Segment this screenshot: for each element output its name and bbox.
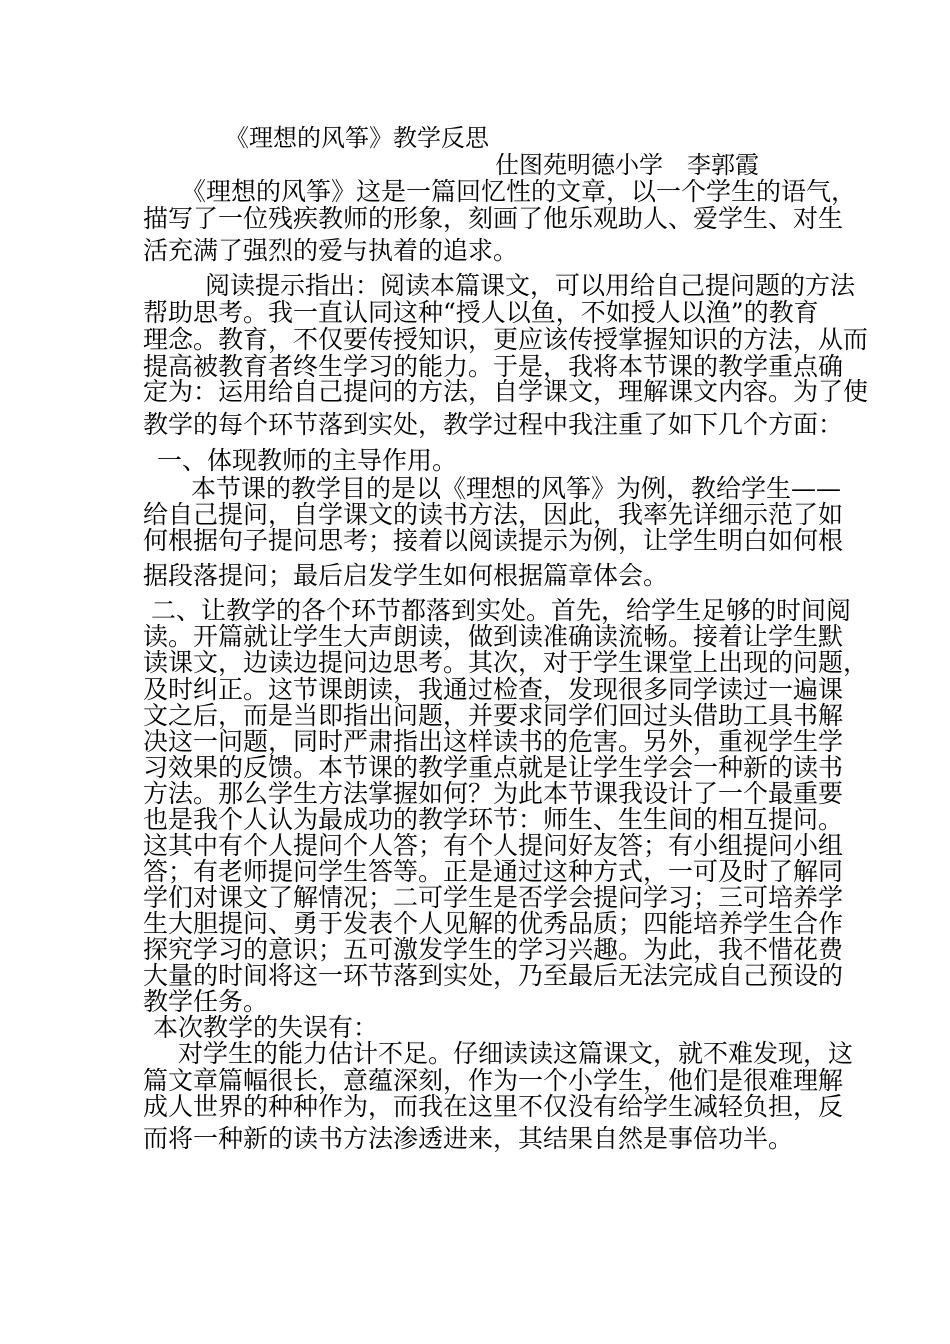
shortcomings-paragraph-line: 而将一种新的读书方法渗透进来，其结果自然是事倍功半。: [143, 1124, 794, 1153]
section-two-paragraph-line: 也是我个人认为最成功的教学环节：师生、生生间的相互提问。: [143, 805, 844, 834]
reading-tip-paragraph-line: 定为：运用给自己提问的方法，自学课文，理解课文内容。为了使: [143, 377, 869, 406]
reading-tip-paragraph-line: 帮助思考。我一直认同这种“授人以鱼，不如授人以渔”的教育: [143, 298, 819, 327]
section-two-paragraph-line: 读。开篇就让学生大声朗读，做到读准确读流畅。接着让学生默: [143, 622, 844, 651]
intro-paragraph-line: 描写了一位残疾教师的形象，刻画了他乐观助人、爱学生、对生: [143, 204, 844, 233]
section-two-paragraph-line: 学们对课文了解情况；二可学生是否学会提问学习；三可培养学: [143, 883, 844, 912]
section-two-paragraph-line: 决这一问题，同时严肃指出这样读书的危害。另外，重视学生学: [143, 727, 844, 756]
section-one-paragraph-line: 本节课的教学目的是以《理想的风筝》为例，教给学生——: [191, 474, 842, 503]
shortcomings-paragraph-line: 成人世界的种种作为，而我在这里不仅没有给学生减轻负担，反: [143, 1092, 844, 1121]
section-two-paragraph-line: 及时纠正。这节课朗读，我通过检查，发现很多同学读过一遍课: [143, 675, 844, 704]
intro-paragraph-line: 《理想的风筝》这是一篇回忆性的文章，以一个学生的语气，: [181, 177, 857, 206]
section-two-paragraph-line: 探究学习的意识；五可激发学生的学习兴趣。为此，我不惜花费: [143, 935, 844, 964]
section-one-paragraph-line: 据段落提问；最后启发学生如何根据篇章体会。: [143, 561, 669, 590]
section-one-paragraph-line: 给自己提问，自学课文的读书方法，因此，我率先详细示范了如: [143, 500, 844, 529]
section-two-paragraph-line: 读课文，边读边提问边思考。其次，对于学生课堂上出现的问题，: [143, 648, 869, 677]
reading-tip-paragraph-line: 阅读提示指出：阅读本篇课文，可以用给自己提问题的方法: [205, 271, 856, 300]
shortcomings-paragraph-line: 篇文章篇幅很长，意蕴深刻，作为一个小学生，他们是很难理解: [143, 1066, 844, 1095]
author-line: 仕图苑明德小学 李郭霞: [495, 151, 759, 179]
section-two-paragraph-line: 这其中有个人提问个人答；有个人提问好友答；有小组提问小组: [143, 831, 844, 860]
section-one-heading-line: 一、体现教师的主导作用。: [157, 446, 458, 475]
intro-paragraph-line: 活充满了强烈的爱与执着的追求。: [143, 236, 519, 265]
shortcomings-heading-line: 本次教学的失误有：: [153, 1013, 379, 1042]
document-title: 《理想的风筝》教学反思: [225, 124, 489, 152]
section-two-paragraph-line: 方法。那么学生方法掌握如何？为此本节课我设计了一个最重要: [143, 779, 844, 808]
section-two-paragraph-line: 答；有老师提问学生答等。正是通过这种方式，一可及时了解同: [143, 857, 844, 886]
section-two-paragraph-line: 二、让教学的各个环节都落到实处。首先，给学生足够的时间阅: [151, 596, 852, 625]
section-two-paragraph-line: 大量的时间将这一环节落到实处，乃至最后无法完成自己预设的: [143, 961, 844, 990]
reading-tip-paragraph-line: 提高被教育者终生学习的能力。于是，我将本节课的教学重点确: [143, 352, 844, 381]
reading-tip-paragraph-line: 理念。教育，不仅要传授知识，更应该传授掌握知识的方法，从而: [143, 325, 869, 354]
section-one-paragraph-line: 何根据句子提问思考；接着以阅读提示为例，让学生明白如何根: [143, 526, 844, 555]
section-two-paragraph-line: 教学任务。: [143, 987, 269, 1016]
section-two-paragraph-line: 生大胆提问、勇于发表个人见解的优秀品质；四能培养学生合作: [143, 909, 844, 938]
section-two-paragraph-line: 文之后，而是当即指出问题，并要求同学们回过头借助工具书解: [143, 701, 844, 730]
reading-tip-paragraph-line: 教学的每个环节落到实处，教学过程中我注重了如下几个方面：: [143, 410, 844, 439]
section-two-paragraph-line: 习效果的反馈。本节课的教学重点就是让学生学会一种新的读书: [143, 753, 844, 782]
shortcomings-paragraph-line: 对学生的能力估计不足。仔细读读这篇课文，就不难发现，这: [178, 1039, 854, 1068]
